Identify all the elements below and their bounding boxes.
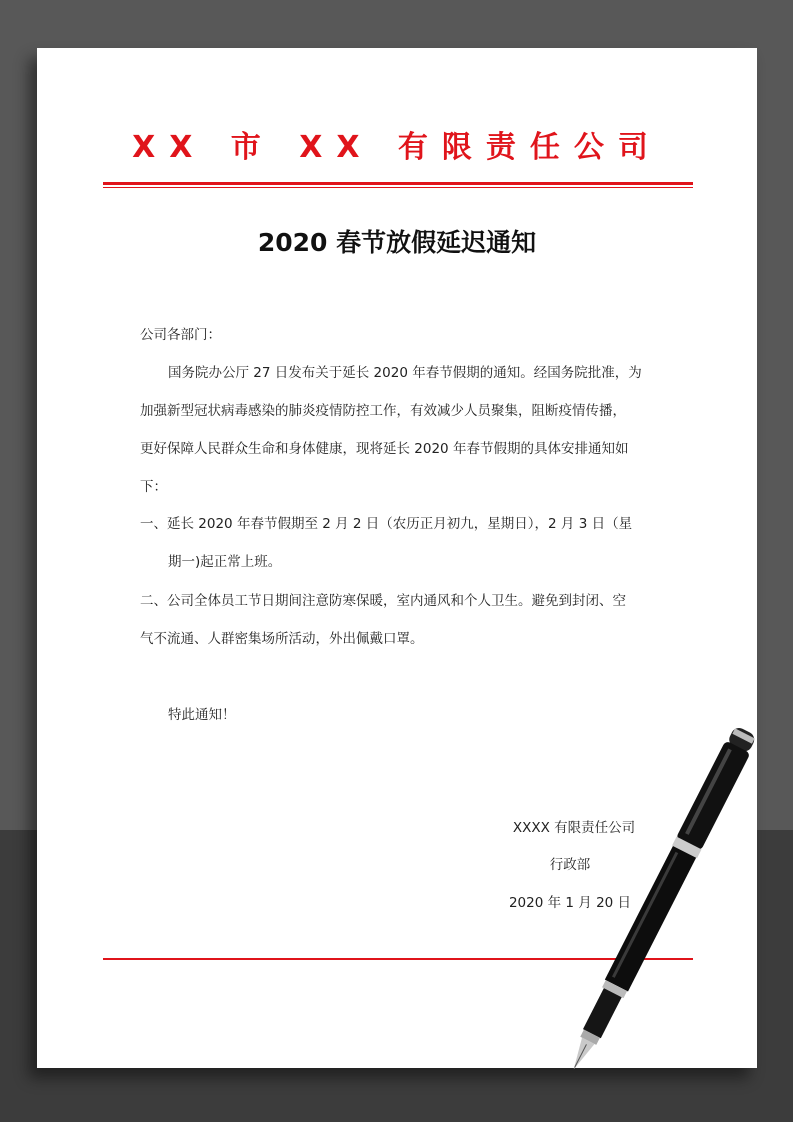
paragraph-line: 国务院办公厅 27 日发布关于延长 2020 年春节假期的通知。经国务院批准，为 — [168, 365, 642, 381]
notice-title: 2020 春节放假延迟通知 — [257, 228, 537, 257]
paragraph-line: 加强新型冠状病毒感染的肺炎疫情防控工作，有效减少人员聚集，阻断疫情传播， — [140, 403, 626, 419]
item-2-line: 气不流通、人群密集场所活动，外出佩戴口罩。 — [140, 631, 424, 647]
item-1-line: 一、延长 2020 年春节假期至 2 月 2 日（农历正月初九，星期日），2 月 3 日（星 — [140, 516, 633, 532]
salutation: 公司各部门： — [140, 327, 221, 343]
header-rule-thin — [103, 187, 693, 188]
pen-icon — [540, 700, 780, 1100]
item-1-line: 期一)起正常上班。 — [168, 554, 282, 570]
item-2-line: 二、公司全体员工节日期间注意防寒保暖，室内通风和个人卫生。避免到封闭、空 — [140, 593, 626, 609]
signature-date: 2020 年 1 月 20 日 — [508, 895, 632, 911]
signature-department: 行政部 — [549, 857, 591, 873]
paragraph-line: 更好保障人民群众生命和身体健康，现将延长 2020 年春节假期的具体安排通知如 — [140, 441, 629, 457]
company-header: XX 市 XX 有限责任公司 — [132, 130, 662, 165]
paragraph-line: 下： — [140, 479, 167, 495]
signature-company: XXXX 有限责任公司 — [512, 820, 636, 836]
header-rule-thick — [103, 182, 693, 185]
closing: 特此通知！ — [168, 707, 236, 723]
